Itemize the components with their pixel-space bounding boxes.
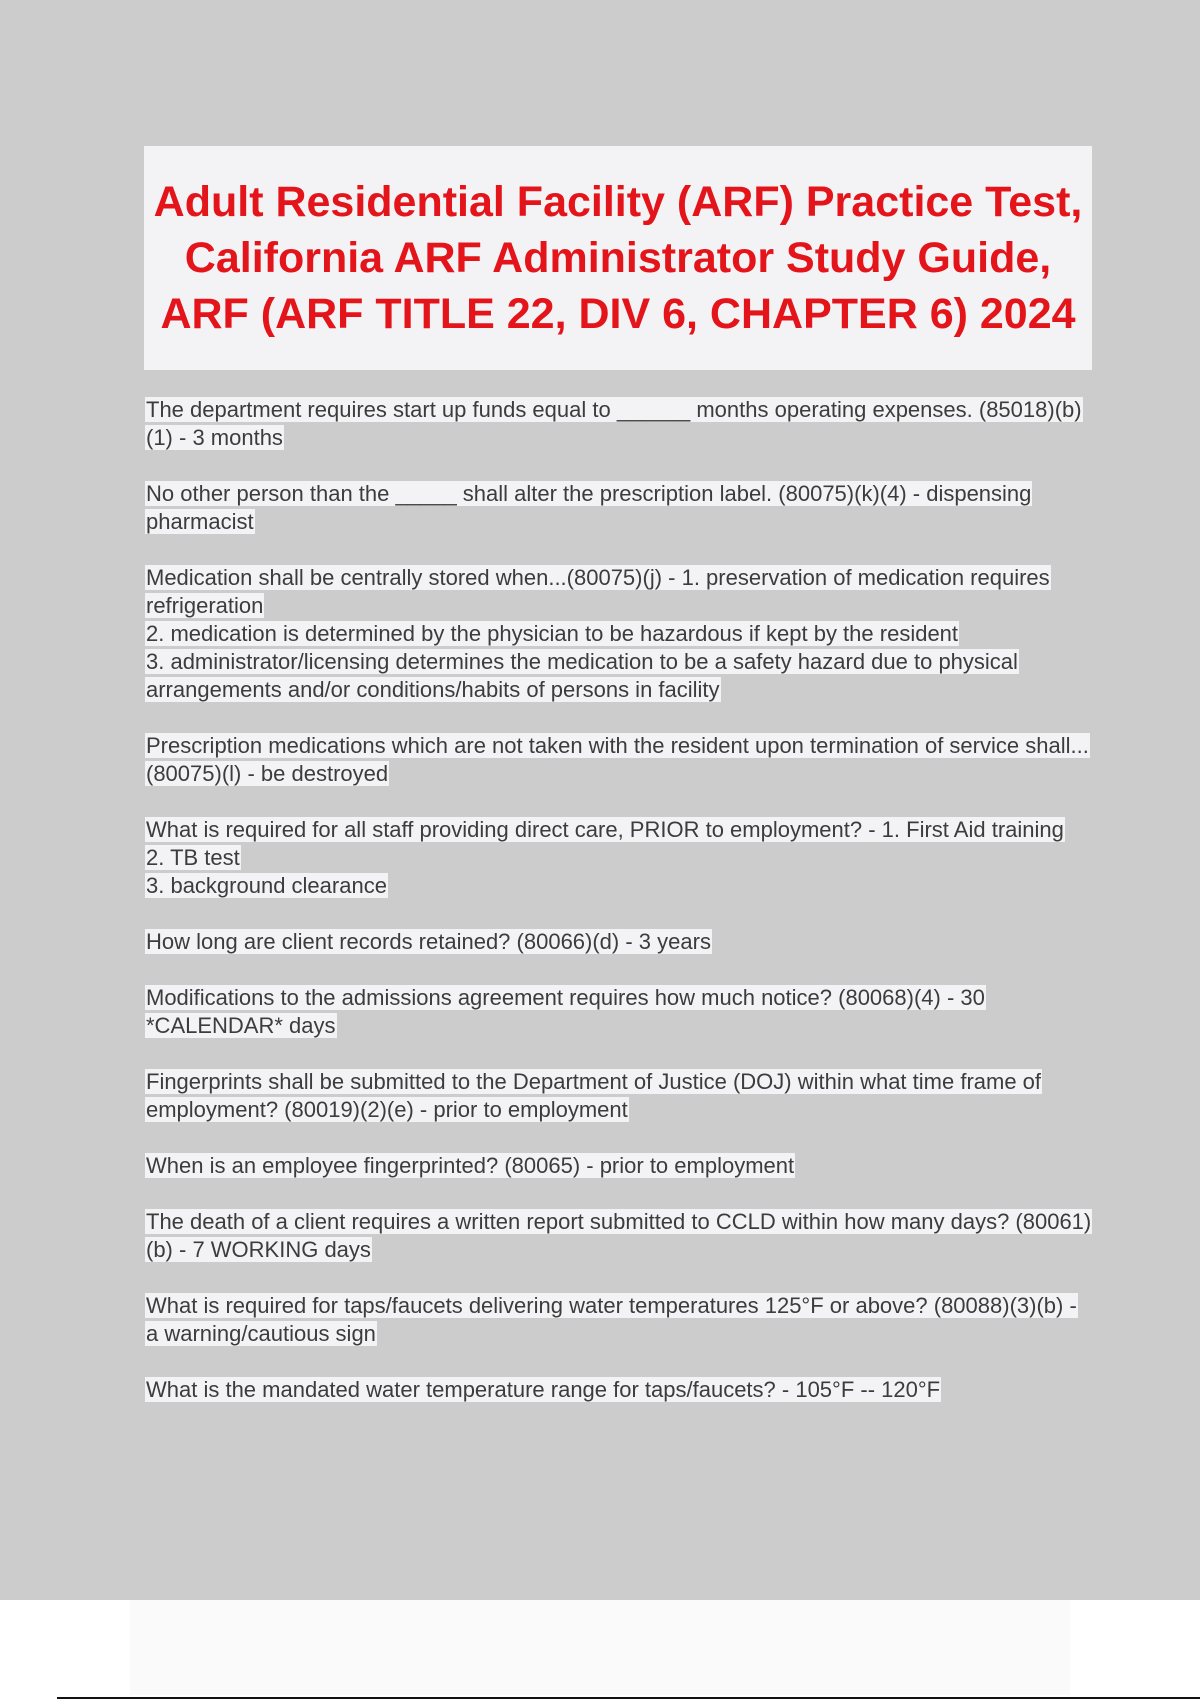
qa-item (145, 928, 1095, 956)
qa-item (145, 732, 1095, 788)
qa-item (145, 816, 1095, 900)
qa-text: What is the mandated water temperature range for taps/faucets? - 105°F -- 120°F (146, 1377, 941, 1402)
title-box (144, 146, 1092, 370)
qa-text: How long are client records retained? (80066)(d) - 3 years (146, 929, 711, 954)
qa-item (145, 564, 1095, 704)
qa-text: The death of a client requires a written report submitted to CCLD within how many days? (80061)(b) - 7 WORKING days (146, 1209, 1092, 1262)
qa-text: 3. background clearance (146, 873, 387, 898)
qa-text: 2. TB test (146, 845, 240, 870)
qa-text: Fingerprints shall be submitted to the Department of Justice (DOJ) within what time frame of employment? (80019)(2)(e) - prior to employment (146, 1069, 1042, 1122)
qa-text: What is required for all staff providing direct care, PRIOR to employment? - 1. First Aid training (146, 817, 1064, 842)
qa-text: 3. administrator/licensing determines the medication to be a safety hazard due to physical arrangements and/or conditions/habits of persons in facility (146, 649, 1018, 702)
next-page-preview (130, 1600, 1070, 1695)
qa-text: 2. medication is determined by the physician to be hazardous if kept by the resident (146, 621, 959, 646)
qa-text: When is an employee fingerprinted? (80065) - prior to employment (146, 1153, 795, 1178)
qa-text: What is required for taps/faucets delivering water temperatures 125°F or above? (80088)(3)(b) - a warning/cautious sign (146, 1293, 1077, 1346)
qa-text: Modifications to the admissions agreement requires how much notice? (80068)(4) - 30 *CALENDAR* days (146, 985, 985, 1038)
qa-item (145, 396, 1095, 452)
document-title: Adult Residential Facility (ARF) Practice Test, California ARF Administrator Study Guide, ARF (ARF TITLE 22, DIV 6, CHAPTER 6) 2024 (153, 178, 1083, 338)
qa-item (145, 1292, 1095, 1348)
qa-item (145, 1208, 1095, 1264)
footer-divider (57, 1697, 1200, 1699)
qa-list (145, 396, 1095, 1432)
qa-item (145, 1376, 1095, 1404)
qa-text: Medication shall be centrally stored when...(80075)(j) - 1. preservation of medication requires refrigeration (146, 565, 1050, 618)
qa-item (145, 1152, 1095, 1180)
qa-text: The department requires start up funds equal to ______ months operating expenses. (85018)(b)(1) - 3 months (146, 397, 1082, 450)
qa-item (145, 480, 1095, 536)
qa-text: Prescription medications which are not taken with the resident upon termination of service shall...(80075)(l) - be destroyed (146, 733, 1089, 786)
qa-item (145, 984, 1095, 1040)
qa-item (145, 1068, 1095, 1124)
qa-text: No other person than the _____ shall alter the prescription label. (80075)(k)(4) - dispensing pharmacist (146, 481, 1032, 534)
